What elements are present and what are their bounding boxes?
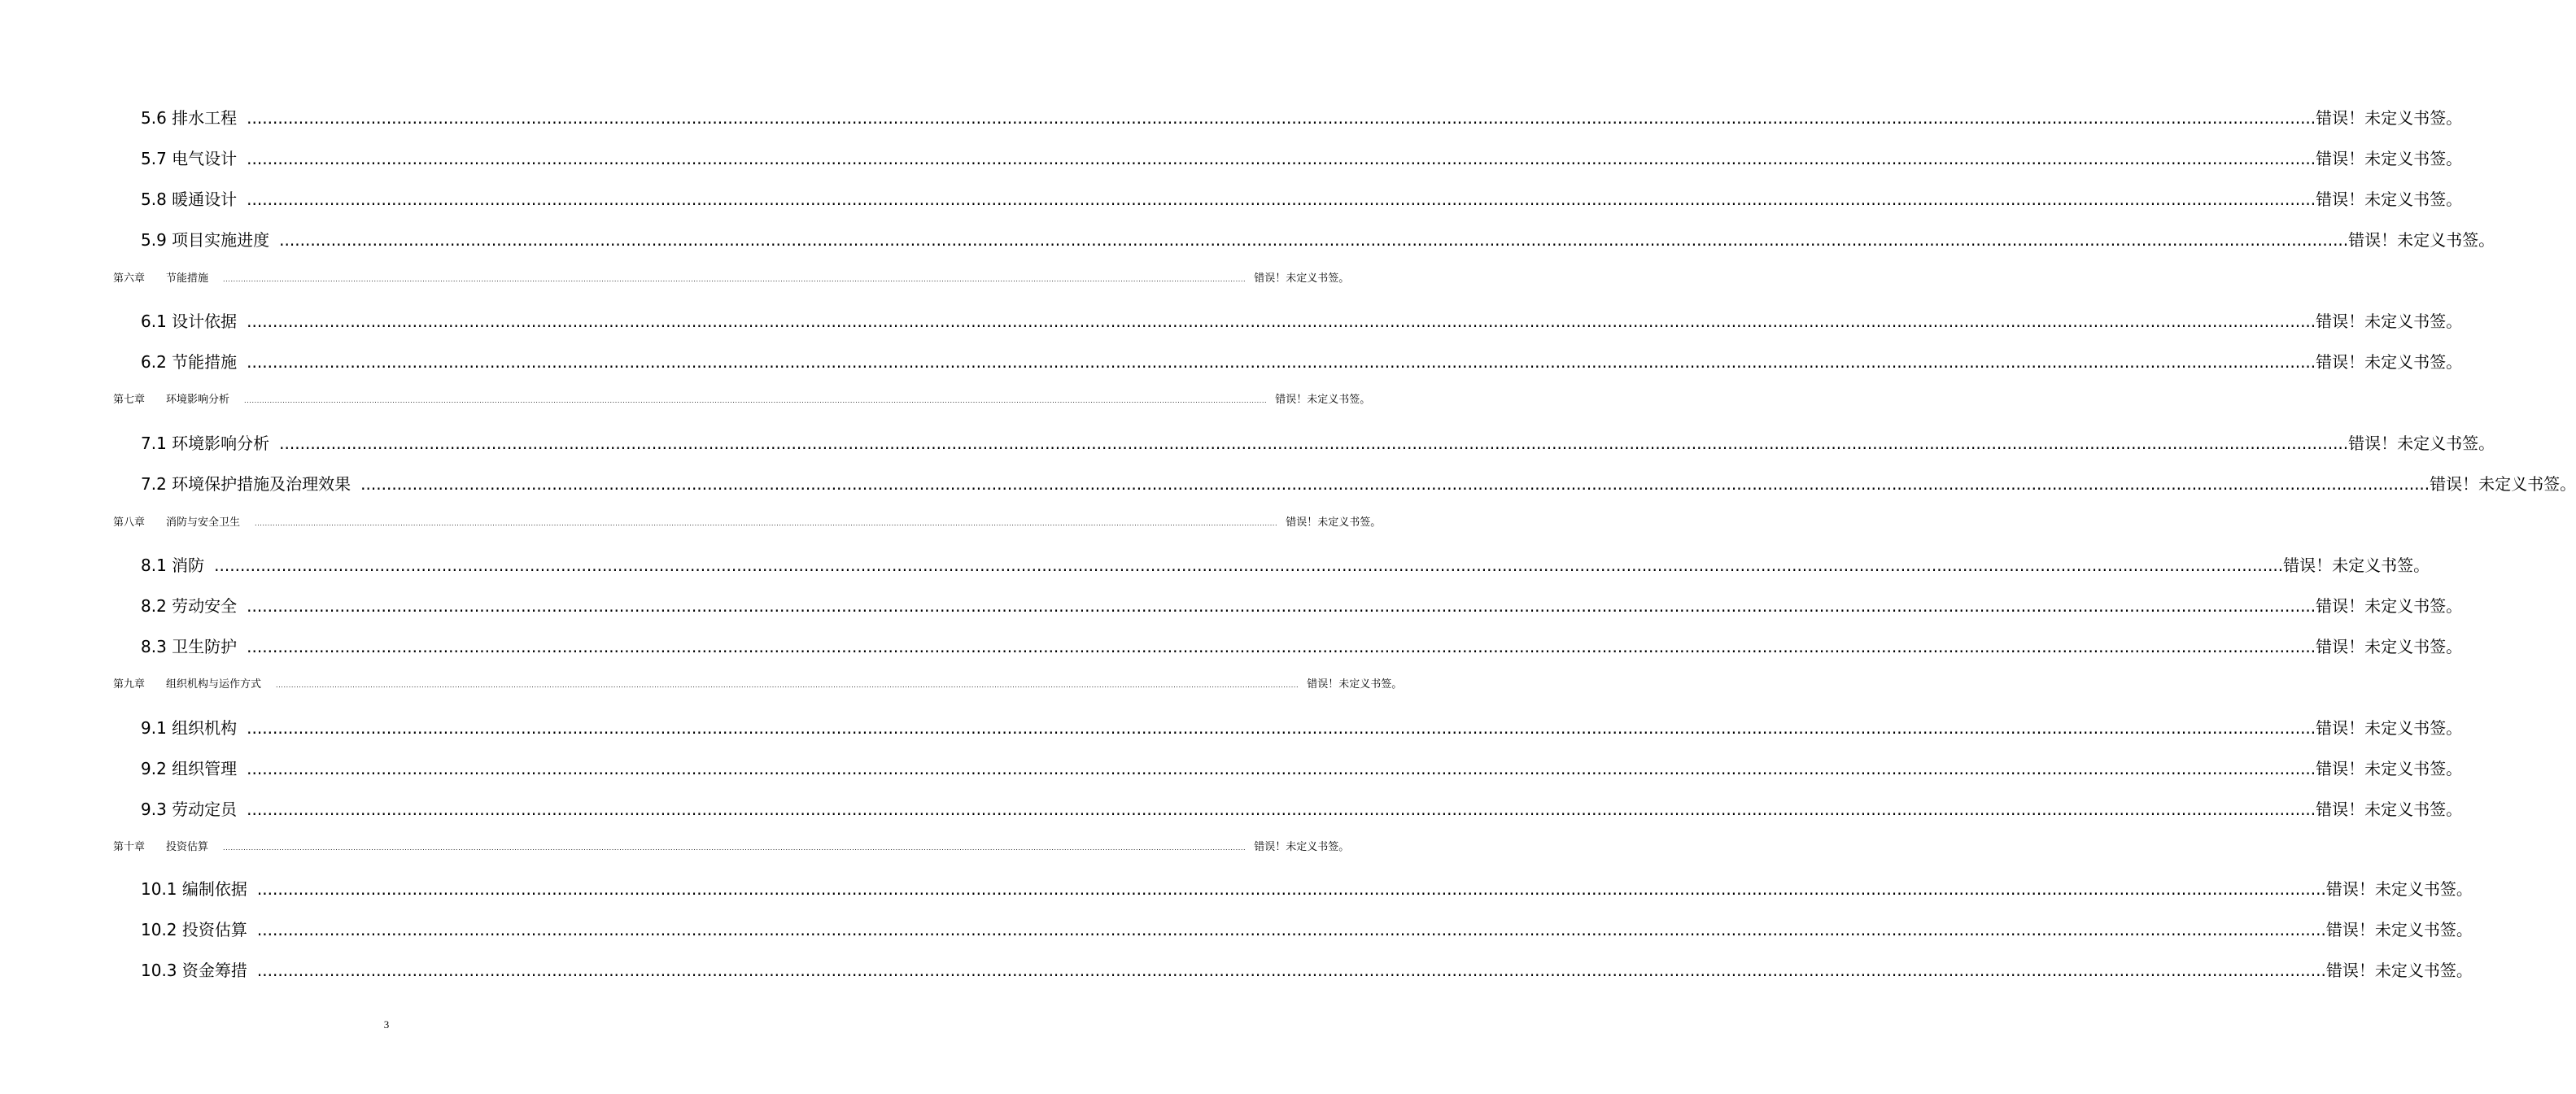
toc-dot-leader: ................................................................................................................................................................................................................................................................................................................................................................................................................ bbox=[247, 637, 2316, 656]
toc-dot-leader: ................................................................................................................................................................................................................................................................................................................................................................................................................ bbox=[247, 312, 2316, 331]
toc-entry-label: 10.2 投资估算 bbox=[141, 920, 247, 939]
toc-section-entry[interactable] bbox=[141, 958, 2473, 983]
toc-dot-leader: ................................................................................................................................................................................................................................................................................................................................................................................................................ bbox=[223, 844, 1247, 852]
toc-chapter-entry[interactable] bbox=[113, 677, 1403, 693]
toc-dot-leader: ................................................................................................................................................................................................................................................................................................................................................................................................................ bbox=[256, 920, 2326, 939]
toc-entry-page-ref: 错误！未定义书签。 bbox=[1307, 678, 1403, 691]
toc-dot-leader: ................................................................................................................................................................................................................................................................................................................................................................................................................ bbox=[247, 149, 2316, 168]
toc-entry-page-ref: 错误！未定义书签。 bbox=[2316, 108, 2463, 128]
toc-entry-label: 7.2 环境保护措施及治理效果 bbox=[141, 474, 351, 494]
toc-section-entry[interactable] bbox=[141, 309, 2463, 333]
toc-dot-leader: ................................................................................................................................................................................................................................................................................................................................................................................................................ bbox=[256, 961, 2326, 980]
toc-dot-leader: ................................................................................................................................................................................................................................................................................................................................................................................................................ bbox=[360, 474, 2430, 494]
toc-dot-leader: ................................................................................................................................................................................................................................................................................................................................................................................................................ bbox=[214, 556, 2284, 575]
toc-section-entry[interactable] bbox=[141, 228, 2495, 252]
toc-section-entry[interactable] bbox=[141, 797, 2463, 822]
toc-dot-leader: ................................................................................................................................................................................................................................................................................................................................................................................................................ bbox=[276, 682, 1299, 689]
toc-section-entry[interactable] bbox=[141, 553, 2430, 578]
toc-entry-page-ref: 错误！未定义书签。 bbox=[2316, 759, 2463, 778]
toc-entry-label: 第九章 组织机构与运作方式 bbox=[113, 678, 262, 691]
toc-chapter-entry[interactable] bbox=[113, 839, 1350, 856]
toc-chapter-entry[interactable] bbox=[113, 515, 1382, 531]
toc-dot-leader: ................................................................................................................................................................................................................................................................................................................................................................................................................ bbox=[247, 352, 2316, 372]
toc-entry-label: 5.8 暖通设计 bbox=[141, 190, 238, 209]
toc-entry-label: 第六章 节能措施 bbox=[113, 272, 209, 285]
toc-entry-page-ref: 错误！未定义书签。 bbox=[2316, 352, 2463, 372]
toc-entry-page-ref: 错误！未定义书签。 bbox=[2348, 230, 2495, 250]
toc-dot-leader: ................................................................................................................................................................................................................................................................................................................................................................................................................ bbox=[247, 596, 2316, 616]
toc-dot-leader: ................................................................................................................................................................................................................................................................................................................................................................................................................ bbox=[247, 108, 2316, 128]
toc-section-entry[interactable] bbox=[141, 917, 2473, 942]
toc-section-entry[interactable] bbox=[141, 431, 2495, 455]
toc-entry-label: 第七章 环境影响分析 bbox=[113, 394, 230, 406]
toc-entry-label: 8.3 卫生防护 bbox=[141, 637, 238, 656]
toc-section-entry[interactable] bbox=[141, 634, 2463, 659]
toc-entry-label: 第十章 投资估算 bbox=[113, 841, 209, 853]
toc-entry-label: 5.6 排水工程 bbox=[141, 108, 238, 128]
toc-dot-leader: ................................................................................................................................................................................................................................................................................................................................................................................................................ bbox=[223, 276, 1247, 283]
toc-entry-page-ref: 错误！未定义书签。 bbox=[2316, 190, 2463, 209]
toc-dot-leader: ................................................................................................................................................................................................................................................................................................................................................................................................................ bbox=[244, 397, 1268, 404]
toc-entry-label: 5.7 电气设计 bbox=[141, 149, 238, 168]
toc-section-entry[interactable] bbox=[141, 187, 2463, 211]
toc-entry-page-ref: 错误！未定义书签。 bbox=[2283, 556, 2430, 575]
toc-section-entry[interactable] bbox=[141, 877, 2473, 901]
toc-entry-page-ref: 错误！未定义书签。 bbox=[2316, 637, 2463, 656]
toc-dot-leader: ................................................................................................................................................................................................................................................................................................................................................................................................................ bbox=[256, 879, 2326, 899]
toc-entry-label: 8.1 消防 bbox=[141, 556, 205, 575]
toc-entry-page-ref: 错误！未定义书签。 bbox=[1254, 272, 1350, 285]
toc-entry-label: 7.1 环境影响分析 bbox=[141, 434, 270, 453]
toc-entry-page-ref: 错误！未定义书签。 bbox=[2316, 596, 2463, 616]
toc-chapter-entry[interactable] bbox=[113, 271, 1350, 287]
toc-entry-label: 9.1 组织机构 bbox=[141, 718, 238, 738]
toc-entry-label: 6.2 节能措施 bbox=[141, 352, 238, 372]
toc-entry-page-ref: 错误！未定义书签。 bbox=[2316, 800, 2463, 819]
toc-dot-leader: ................................................................................................................................................................................................................................................................................................................................................................................................................ bbox=[279, 230, 2349, 250]
toc-entry-page-ref: 错误！未定义书签。 bbox=[2325, 961, 2473, 980]
toc-entry-page-ref: 错误！未定义书签。 bbox=[1275, 394, 1371, 406]
toc-dot-leader: ................................................................................................................................................................................................................................................................................................................................................................................................................ bbox=[247, 190, 2316, 209]
toc-entry-page-ref: 错误！未定义书签。 bbox=[2430, 474, 2576, 494]
toc-section-entry[interactable] bbox=[141, 756, 2463, 781]
toc-entry-label: 9.3 劳动定员 bbox=[141, 800, 238, 819]
toc-entry-label: 10.3 资金筹措 bbox=[141, 961, 247, 980]
toc-entry-label: 第八章 消防与安全卫生 bbox=[113, 516, 241, 529]
toc-dot-leader: ................................................................................................................................................................................................................................................................................................................................................................................................................ bbox=[247, 718, 2316, 738]
toc-dot-leader: ................................................................................................................................................................................................................................................................................................................................................................................................................ bbox=[247, 800, 2316, 819]
toc-entry-page-ref: 错误！未定义书签。 bbox=[1254, 841, 1350, 853]
toc-entry-label: 6.1 设计依据 bbox=[141, 312, 238, 331]
toc-entry-label: 10.1 编制依据 bbox=[141, 879, 247, 899]
toc-section-entry[interactable] bbox=[141, 472, 2576, 496]
toc-chapter-entry[interactable] bbox=[113, 392, 1371, 408]
toc-section-entry[interactable] bbox=[141, 146, 2463, 171]
toc-entry-page-ref: 错误！未定义书签。 bbox=[1286, 516, 1382, 529]
toc-dot-leader: ................................................................................................................................................................................................................................................................................................................................................................................................................ bbox=[279, 434, 2349, 453]
toc-dot-leader: ................................................................................................................................................................................................................................................................................................................................................................................................................ bbox=[255, 520, 1278, 527]
toc-entry-page-ref: 错误！未定义书签。 bbox=[2325, 879, 2473, 899]
toc-entry-label: 5.9 项目实施进度 bbox=[141, 230, 270, 250]
toc-entry-label: 8.2 劳动安全 bbox=[141, 596, 238, 616]
toc-entry-page-ref: 错误！未定义书签。 bbox=[2316, 312, 2463, 331]
toc-section-entry[interactable] bbox=[141, 594, 2463, 618]
toc-entry-page-ref: 错误！未定义书签。 bbox=[2348, 434, 2495, 453]
toc-entry-label: 9.2 组织管理 bbox=[141, 759, 238, 778]
page-number: 3 bbox=[383, 1018, 390, 1031]
toc-section-entry[interactable] bbox=[141, 106, 2463, 130]
toc-entry-page-ref: 错误！未定义书签。 bbox=[2316, 718, 2463, 738]
toc-entry-page-ref: 错误！未定义书签。 bbox=[2325, 920, 2473, 939]
toc-entry-page-ref: 错误！未定义书签。 bbox=[2316, 149, 2463, 168]
toc-section-entry[interactable] bbox=[141, 716, 2463, 740]
toc-section-entry[interactable] bbox=[141, 350, 2463, 374]
toc-dot-leader: ................................................................................................................................................................................................................................................................................................................................................................................................................ bbox=[247, 759, 2316, 778]
